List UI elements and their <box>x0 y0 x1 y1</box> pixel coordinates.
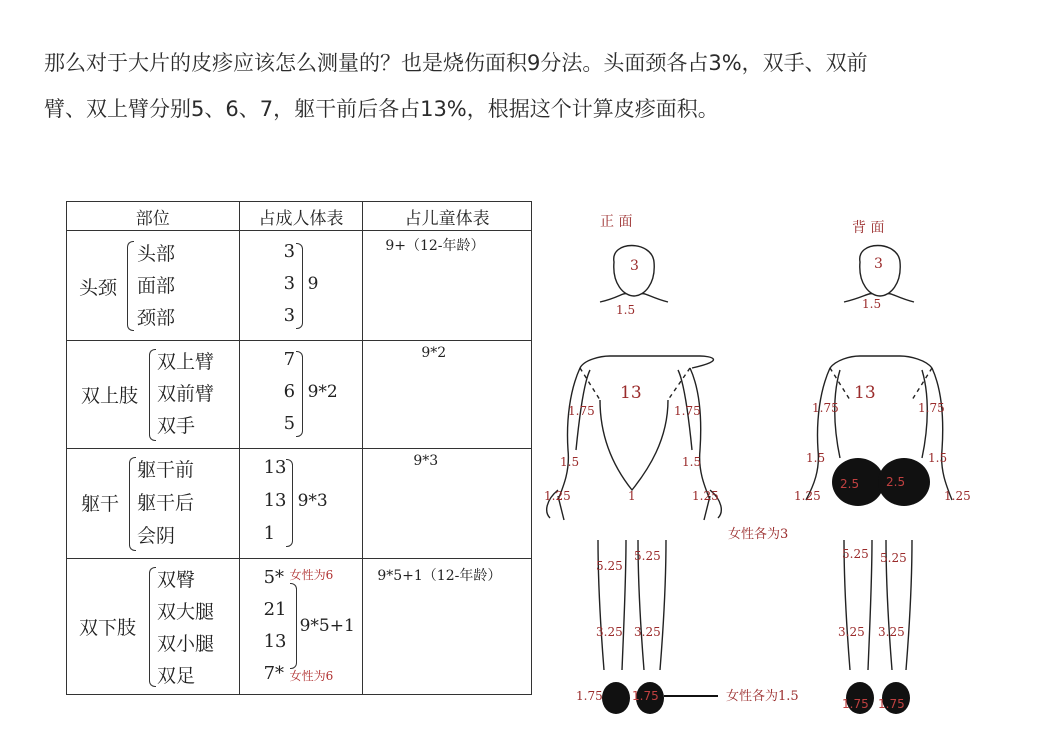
front-right-arm <box>690 368 710 500</box>
intro-line-1: 那么对于大片的皮疹应该怎么测量的？也是烧伤面积9分法。头面颈各占3%，双手、双前 <box>44 51 868 75</box>
child-value: 9*2 <box>421 345 447 361</box>
brace <box>149 567 156 687</box>
back-right-thigh-value: 5.25 <box>880 551 907 565</box>
back-right-arm <box>932 368 952 500</box>
value: 3 <box>283 305 296 326</box>
table-row-arm-adult <box>239 341 363 449</box>
intro-line-2: 臂、双上臂分别5、6、7，躯干前后各占13%，根据这个计算皮疹面积。 <box>44 97 719 121</box>
table-row-leg-part <box>67 559 240 695</box>
part-label: 双上肢 <box>81 385 139 407</box>
sum: 9 <box>307 274 319 294</box>
value: 7* <box>263 663 285 684</box>
front-label: 正 面 <box>600 214 633 230</box>
front-right-hand-value: 1.25 <box>692 489 719 503</box>
front-neck-value: 1.5 <box>616 303 636 317</box>
subpart: 双上臂 <box>157 351 215 373</box>
front-left-thigh-value: 5.25 <box>596 559 623 573</box>
child-value: 9*3 <box>413 453 439 469</box>
brace <box>286 459 293 547</box>
back-left-foot-value: 1.75 <box>842 697 869 711</box>
brace <box>296 243 303 329</box>
rule-of-nines-table <box>66 201 532 695</box>
buttock-female-note: 女性各为3 <box>728 527 789 542</box>
subpart: 双足 <box>157 665 196 687</box>
value: 7 <box>283 349 296 370</box>
child-value: 9+（12-年龄） <box>385 238 485 254</box>
table-row-leg-adult <box>239 559 363 695</box>
back-trunk-value: 13 <box>854 383 876 403</box>
front-left-foot-value: 1.75 <box>576 689 603 703</box>
body-diagram <box>540 200 1010 720</box>
back-right-leg-value: 3.25 <box>878 625 905 639</box>
back-label: 背 面 <box>852 220 885 236</box>
brace <box>290 583 297 669</box>
front-trunk-value: 13 <box>620 383 642 403</box>
table-row-arm-part <box>67 341 240 449</box>
value: 3 <box>283 241 296 262</box>
back-left-thigh-value: 5.25 <box>842 547 869 561</box>
table-row-head-adult <box>239 231 363 341</box>
subpart: 会阴 <box>137 525 176 547</box>
front-right-upper-arm-value: 1.75 <box>674 404 701 418</box>
table-row-trunk-adult <box>239 449 363 559</box>
front-left-hand-value: 1.25 <box>544 489 571 503</box>
back-head-value: 3 <box>874 256 883 272</box>
front-head-value: 3 <box>630 258 639 274</box>
brace <box>129 457 136 551</box>
subpart: 双大腿 <box>157 601 215 623</box>
back-neck-value: 1.5 <box>862 297 882 311</box>
child-value: 9*5+1（12-年龄） <box>377 568 502 584</box>
female-note: 女性为6 <box>289 669 334 683</box>
part-label: 头颈 <box>79 277 118 299</box>
front-right-thigh-value: 5.25 <box>634 549 661 563</box>
back-left-arm <box>806 368 830 500</box>
back-left-forearm-value: 1.5 <box>806 451 826 465</box>
back-right-foot-value: 1.75 <box>878 697 905 711</box>
part-label: 躯干 <box>81 493 120 515</box>
brace <box>127 241 134 331</box>
genital-value: 1 <box>628 489 636 503</box>
back-torso <box>830 356 932 458</box>
value: 21 <box>263 599 287 620</box>
table-row-head-part <box>67 231 240 341</box>
back-right-forearm-value: 1.5 <box>928 451 948 465</box>
value: 5* <box>263 567 285 588</box>
sum: 9*3 <box>297 491 328 511</box>
value: 3 <box>283 273 296 294</box>
value: 1 <box>263 523 276 544</box>
value: 13 <box>263 631 287 652</box>
header-part: 部位 <box>67 202 240 231</box>
subpart: 双臀 <box>157 569 196 591</box>
back-left-upper-arm-value: 1.75 <box>812 401 839 415</box>
part-label: 双下肢 <box>79 617 137 639</box>
brace <box>296 351 303 437</box>
value: 6 <box>283 381 296 402</box>
foot-female-note: 女性各为1.5 <box>726 689 799 704</box>
subpart: 躯干前 <box>137 459 195 481</box>
sum: 9*5+1 <box>299 616 355 636</box>
subpart: 双小腿 <box>157 633 215 655</box>
value: 5 <box>283 413 296 434</box>
table-row-trunk-part <box>67 449 240 559</box>
value: 13 <box>263 490 287 511</box>
front-neck <box>600 294 668 302</box>
brace <box>149 349 156 441</box>
header-child: 占儿童体表 <box>363 202 532 231</box>
front-left-arm <box>558 368 580 500</box>
table-row-leg-child <box>363 559 532 695</box>
header-adult: 占成人体表 <box>239 202 363 231</box>
front-left-forearm-value: 1.5 <box>560 455 580 469</box>
table-row-head-child <box>363 231 532 341</box>
front-left-upper-arm-value: 1.75 <box>568 404 595 418</box>
subpart: 双手 <box>157 415 196 437</box>
back-right-upper-arm-value: 1.75 <box>918 401 945 415</box>
front-right-leg-value: 3.25 <box>634 625 661 639</box>
back-left-buttock-value: 2.5 <box>840 477 860 491</box>
subpart: 面部 <box>137 275 176 297</box>
back-left-leg-value: 3.25 <box>838 625 865 639</box>
subpart: 头部 <box>137 243 176 265</box>
front-right-forearm-value: 1.5 <box>682 455 702 469</box>
front-left-leg-value: 3.25 <box>596 625 623 639</box>
subpart: 躯干后 <box>137 492 195 514</box>
value: 13 <box>263 457 287 478</box>
table-row-arm-child <box>363 341 532 449</box>
front-right-foot-value: 1.75 <box>632 689 659 703</box>
back-right-buttock-value: 2.5 <box>886 475 906 489</box>
front-left-foot <box>602 682 630 714</box>
female-note: 女性为6 <box>289 568 334 582</box>
sum: 9*2 <box>307 382 338 402</box>
table-row-trunk-child <box>363 449 532 559</box>
intro-paragraph <box>44 40 1024 132</box>
subpart: 颈部 <box>137 307 176 329</box>
back-left-hand-value: 1.25 <box>794 489 821 503</box>
back-right-hand-value: 1.25 <box>944 489 971 503</box>
subpart: 双前臂 <box>157 383 215 405</box>
